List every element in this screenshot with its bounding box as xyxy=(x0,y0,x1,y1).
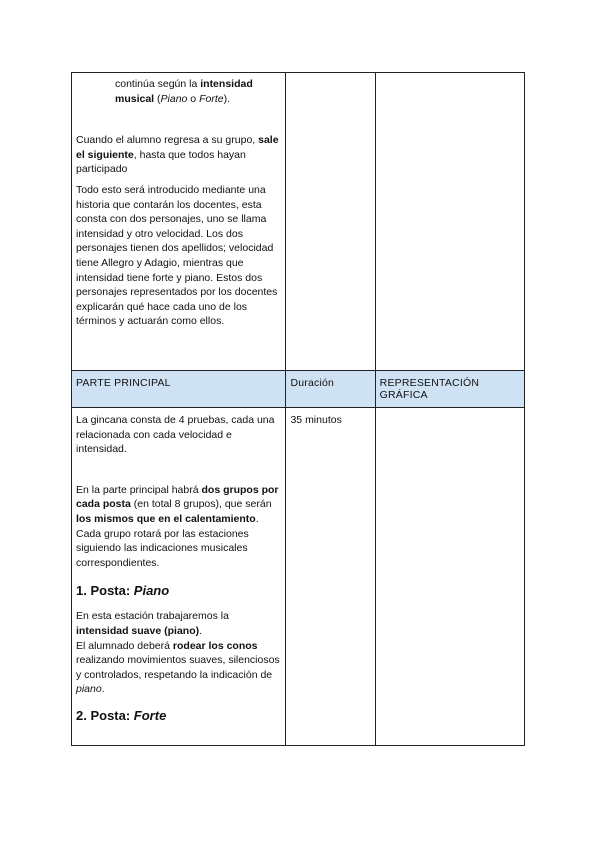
return-paragraph: Cuando el alumno regresa a su grupo, sale el siguiente, hasta que todos hayan participado xyxy=(76,134,279,176)
header-duracion: Duración xyxy=(286,371,375,408)
gincana-paragraph: La gincana consta de 4 pruebas, cada una relacionada con cada velocidad e intensidad. xyxy=(76,414,275,456)
cell-intro-graphic xyxy=(375,73,524,371)
groups-paragraph: En la parte principal habrá dos grupos por cada posta (en total 8 grupos), que serán los mismos que en el calentamiento. Cada grupo rotará por las estaciones siguiendo las indicaciones musicales correspondientes. xyxy=(76,483,279,569)
header-parte-principal: PARTE PRINCIPAL xyxy=(72,371,286,408)
table-row-main xyxy=(72,408,525,746)
table-row-intro xyxy=(72,73,525,371)
cell-intro-duration xyxy=(286,73,375,371)
intro-paragraph: continúa según la intensidad musical (Piano o Forte). xyxy=(115,78,253,105)
story-paragraph: Todo esto será introducido mediante una historia que contarán los docentes, esta consta con dos personajes, uno se llama intensidad y otro velocidad. Los dos personajes tienen dos apellidos; velocidad tiene Allegro y Adagio, mientras que intensidad tiene forte y piano. Estos dos personajes representados por los docentes explicarán qué hace cada uno de los términos y actuarán como ellos. xyxy=(76,183,278,328)
posta1-heading: 1. Posta: Piano xyxy=(76,583,170,599)
cell-main-duration xyxy=(286,408,375,746)
duration-value: 35 minutos xyxy=(290,414,342,426)
cell-intro-text xyxy=(72,73,286,371)
header-representacion: REPRESENTACIÓN GRÁFICA xyxy=(375,371,524,408)
posta1-paragraph: En esta estación trabajaremos la intensidad suave (piano). xyxy=(76,610,229,637)
table-header-row xyxy=(72,371,525,408)
posta1-paragraph-2: El alumnado deberá rodear los conos realizando movimientos suaves, silenciosos y controlados, respetando la indicación de piano. xyxy=(76,639,280,696)
cell-main-text xyxy=(72,408,286,746)
lesson-table xyxy=(71,72,525,746)
cell-main-graphic xyxy=(375,408,524,746)
posta2-heading: 2. Posta: Forte xyxy=(76,707,167,723)
